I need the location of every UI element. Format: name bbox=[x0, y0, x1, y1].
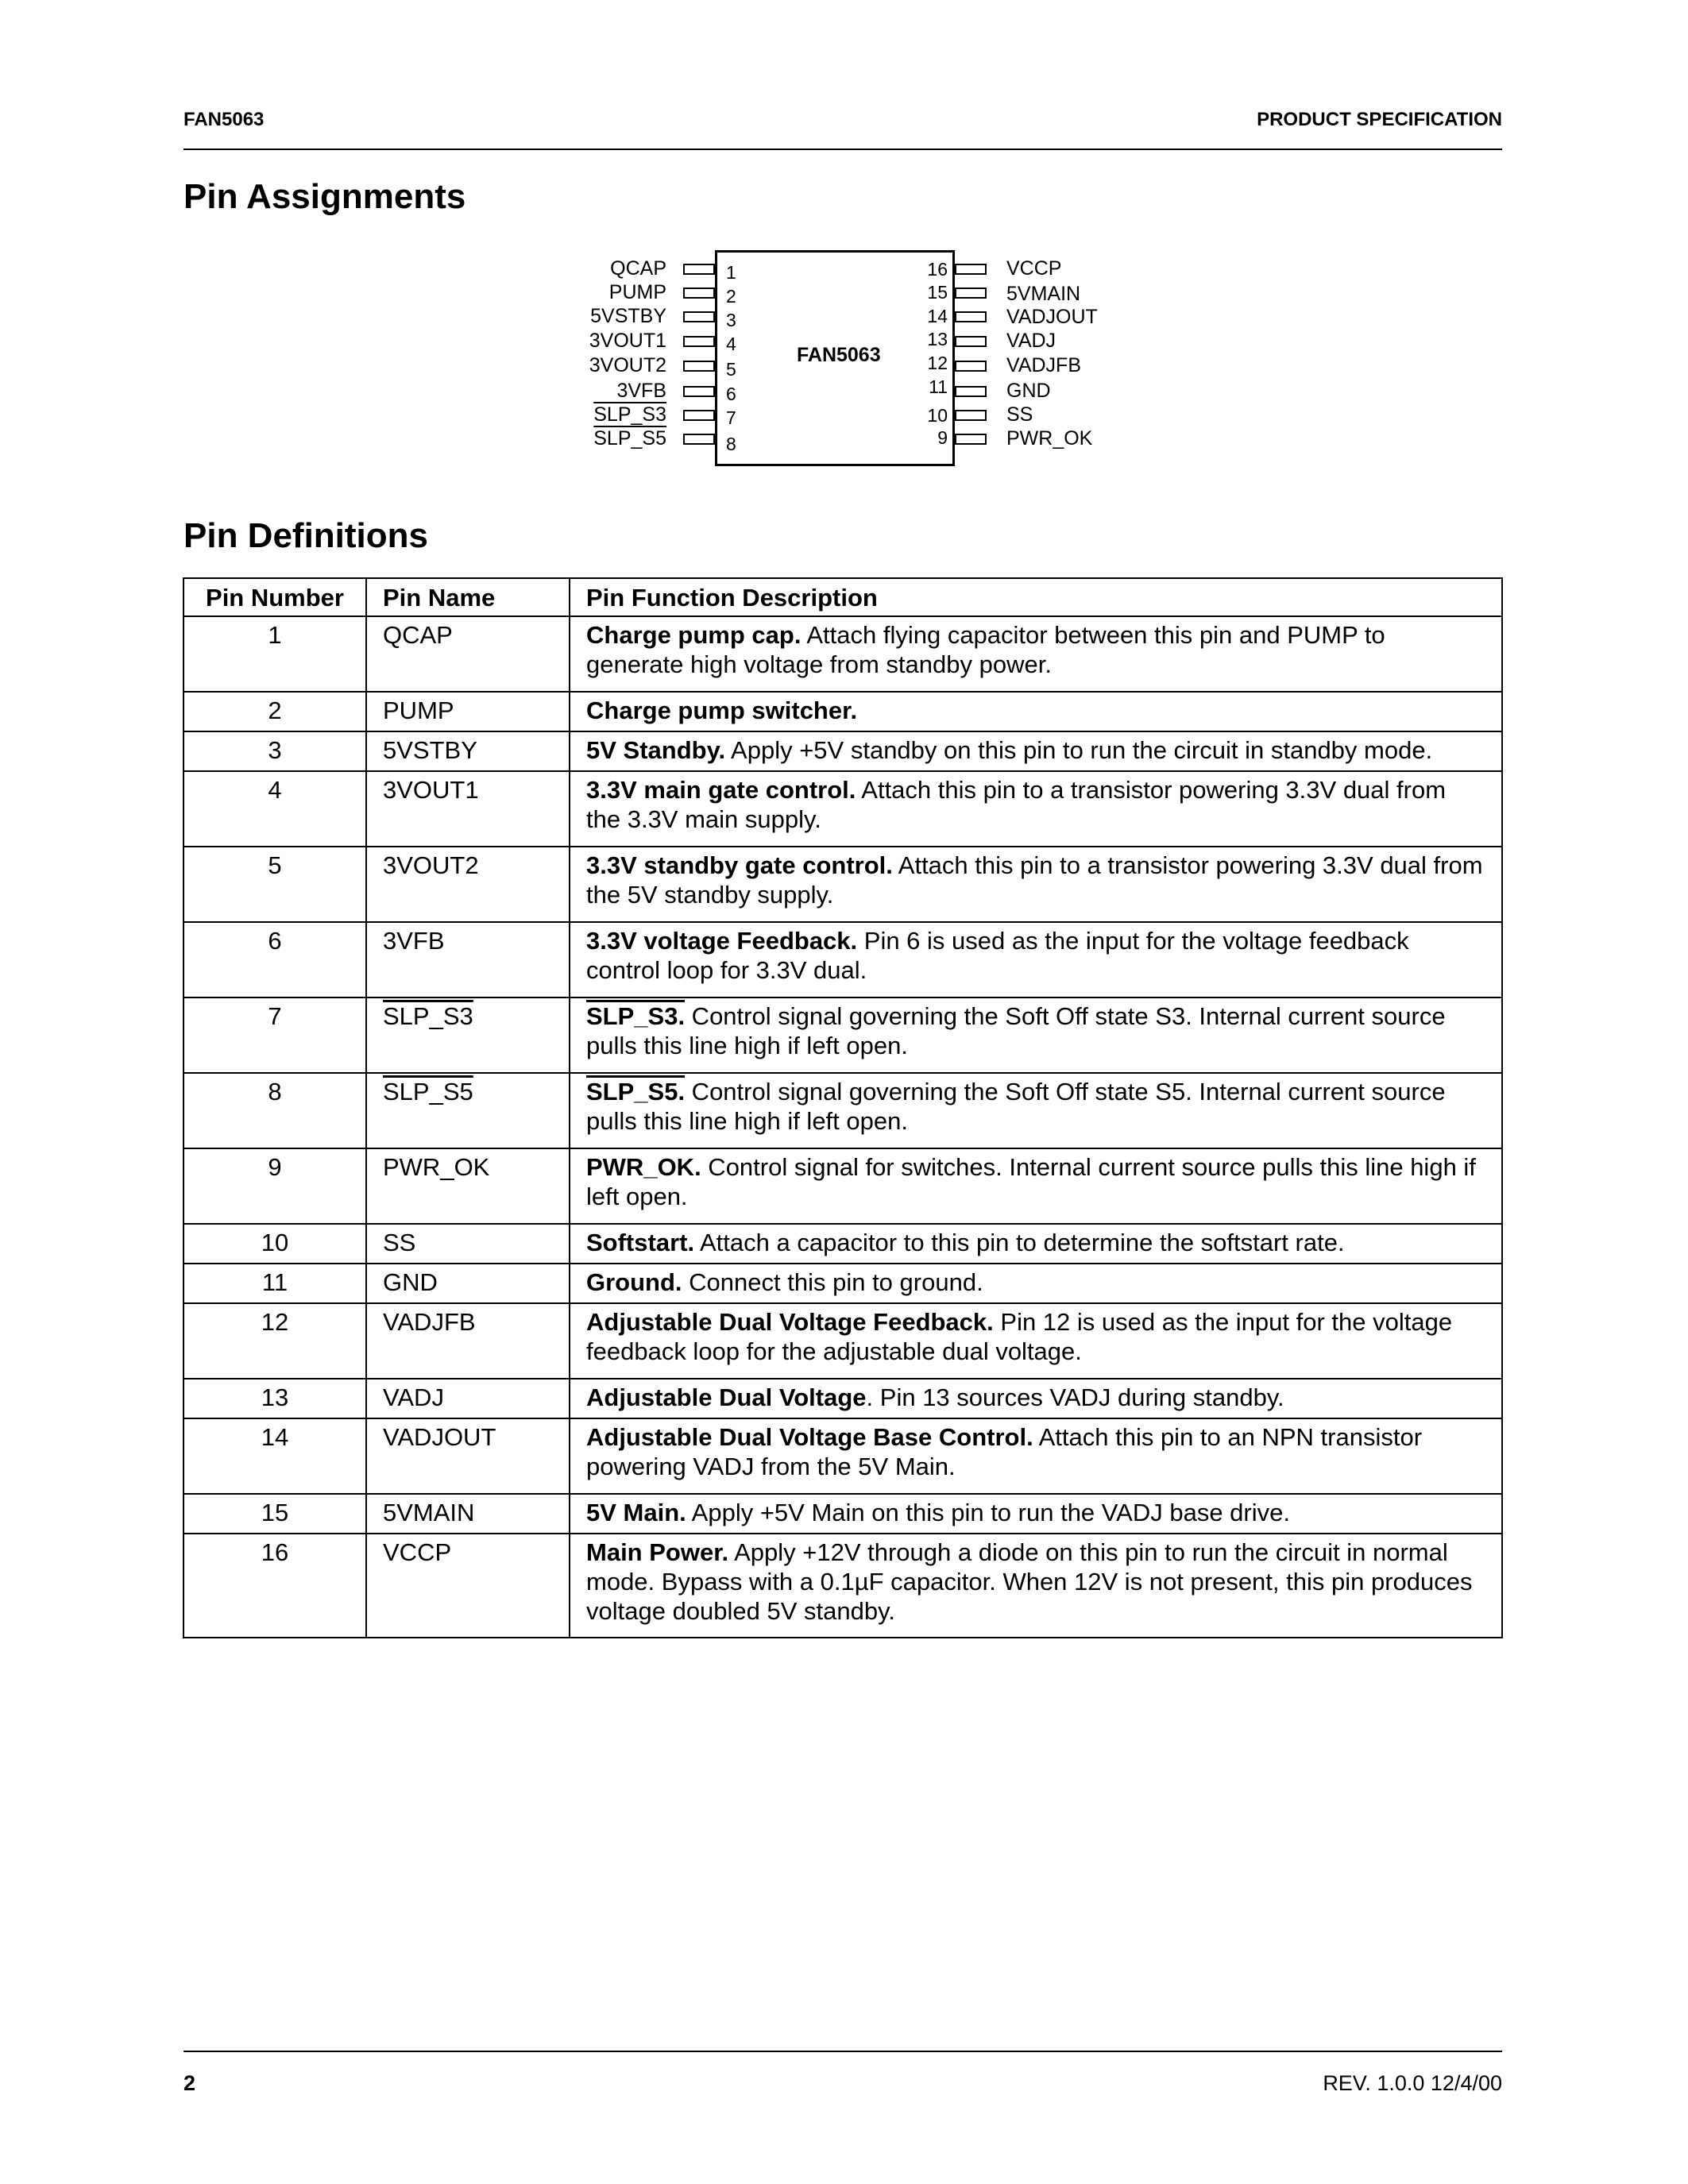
pin-name-cell: 3VFB bbox=[366, 922, 570, 997]
pin-description-cell bbox=[570, 1534, 1502, 1638]
pin-tab bbox=[955, 264, 987, 275]
pin-label-right: PWR_OK bbox=[1006, 427, 1093, 450]
pin-tab bbox=[683, 264, 715, 275]
pin-name-cell: GND bbox=[366, 1264, 570, 1303]
pin-tab bbox=[955, 311, 987, 322]
description-text: Attach this pin to a transistor powering 3.3V dual from the 5V standby supply. bbox=[586, 851, 1483, 909]
pin-number-right: 13 bbox=[927, 329, 948, 349]
pin-tab bbox=[955, 410, 987, 421]
pin-number-cell: 11 bbox=[183, 1264, 366, 1303]
header-doc-type: PRODUCT SPECIFICATION bbox=[1257, 109, 1502, 130]
pin-description-cell bbox=[570, 731, 1502, 771]
description-text: Control signal for switches. Internal current source pulls this line high if left open. bbox=[586, 1153, 1476, 1210]
pin-label-right: GND bbox=[1006, 380, 1051, 402]
header-rule bbox=[183, 149, 1502, 150]
pin-number-cell: 12 bbox=[183, 1303, 366, 1379]
pin-name-cell: VCCP bbox=[366, 1534, 570, 1638]
pin-tab bbox=[955, 287, 987, 299]
pin-tab bbox=[955, 361, 987, 372]
pin-name-cell: PUMP bbox=[366, 692, 570, 731]
column-header: Pin Name bbox=[366, 578, 570, 616]
pin-description-cell bbox=[570, 997, 1502, 1073]
pin-description-cell bbox=[570, 1148, 1502, 1224]
pin-name-cell: 3VOUT2 bbox=[366, 847, 570, 922]
pin-label-left: 3VOUT1 bbox=[589, 330, 666, 352]
pin-tab bbox=[683, 434, 715, 445]
pin-description-cell bbox=[570, 1264, 1502, 1303]
pin-tab bbox=[683, 386, 715, 397]
pin-description-cell bbox=[570, 1224, 1502, 1264]
pin-definitions-heading: Pin Definitions bbox=[183, 516, 428, 555]
pin-number-cell: 14 bbox=[183, 1418, 366, 1494]
table-row bbox=[183, 1494, 1502, 1534]
pin-number-left: 3 bbox=[726, 310, 736, 330]
header-part-number: FAN5063 bbox=[183, 109, 265, 130]
table-row bbox=[183, 1148, 1502, 1224]
pin-label-right: VADJFB bbox=[1006, 354, 1081, 376]
pin-number-left: 7 bbox=[726, 407, 736, 428]
table-row bbox=[183, 731, 1502, 771]
description-title: 3.3V standby gate control. bbox=[586, 851, 893, 879]
table-row bbox=[183, 1418, 1502, 1494]
description-text: Pin 6 is used as the input for the voltage feedback control loop for 3.3V dual. bbox=[586, 927, 1409, 984]
pin-number-cell: 15 bbox=[183, 1494, 366, 1534]
description-title: PWR_OK. bbox=[586, 1153, 701, 1181]
pin-number-right: 11 bbox=[929, 376, 948, 397]
pin-tab bbox=[955, 386, 987, 397]
pin-label-left: PUMP bbox=[608, 281, 666, 303]
table-row bbox=[183, 616, 1502, 692]
description-title: 3.3V voltage Feedback. bbox=[586, 927, 858, 955]
description-text: Pin 12 is used as the input for the voltage feedback loop for the adjustable dual voltage. bbox=[586, 1308, 1453, 1365]
table-row bbox=[183, 1303, 1502, 1379]
table-row bbox=[183, 771, 1502, 847]
table-row bbox=[183, 1379, 1502, 1418]
description-text: Attach a capacitor to this pin to determine the softstart rate. bbox=[694, 1229, 1345, 1256]
pin-number-left: 6 bbox=[726, 384, 736, 404]
ic-chip-name: FAN5063 bbox=[797, 344, 881, 366]
pin-tab bbox=[955, 336, 987, 347]
pin-definitions-table bbox=[183, 577, 1503, 1638]
table-row bbox=[183, 692, 1502, 731]
pin-number-cell: 2 bbox=[183, 692, 366, 731]
pin-number-cell: 3 bbox=[183, 731, 366, 771]
description-title: Main Power. bbox=[586, 1538, 729, 1566]
pin-tab bbox=[683, 336, 715, 347]
pin-tab bbox=[683, 311, 715, 322]
pin-description-cell bbox=[570, 1073, 1502, 1148]
pin-number-cell: 7 bbox=[183, 997, 366, 1073]
description-text: Control signal governing the Soft Off state S5. Internal current source pulls this line high if left open. bbox=[586, 1078, 1446, 1135]
pin-name-cell: QCAP bbox=[366, 616, 570, 692]
description-title: Charge pump switcher. bbox=[586, 696, 858, 724]
pin-number-cell: 5 bbox=[183, 847, 366, 922]
pin-number-left: 1 bbox=[726, 262, 736, 283]
table-row bbox=[183, 1224, 1502, 1264]
pin-description-cell bbox=[570, 616, 1502, 692]
pin-number-left: 8 bbox=[726, 434, 736, 454]
description-title: Adjustable Dual Voltage Feedback. bbox=[586, 1308, 994, 1336]
pin-number-cell: 13 bbox=[183, 1379, 366, 1418]
pin-label-left: 3VOUT2 bbox=[589, 354, 666, 376]
pin-number-cell: 8 bbox=[183, 1073, 366, 1148]
description-text: Apply +5V standby on this pin to run the circuit in standby mode. bbox=[725, 736, 1433, 764]
pin-description-cell bbox=[570, 847, 1502, 922]
description-text: Connect this pin to ground. bbox=[682, 1268, 983, 1296]
description-title: SLP_S5. bbox=[586, 1078, 686, 1106]
pin-number-left: 2 bbox=[726, 286, 736, 307]
pin-number-cell: 16 bbox=[183, 1534, 366, 1638]
pin-label-right: VADJ bbox=[1006, 330, 1056, 352]
description-title: Charge pump cap. bbox=[586, 621, 802, 649]
pin-name-cell: VADJOUT bbox=[366, 1418, 570, 1494]
pin-label-left: QCAP bbox=[610, 257, 666, 280]
table-header-row bbox=[183, 578, 1502, 616]
pin-description-cell bbox=[570, 1418, 1502, 1494]
description-title: SLP_S3. bbox=[586, 1002, 686, 1030]
pin-name-cell: SLP_S5 bbox=[366, 1073, 570, 1148]
pin-label-right: VADJOUT bbox=[1006, 306, 1098, 328]
table-row bbox=[183, 1534, 1502, 1638]
pin-tab bbox=[955, 434, 987, 445]
description-text: Attach this pin to a transistor powering 3.3V dual from the 3.3V main supply. bbox=[586, 776, 1447, 833]
pin-description-cell bbox=[570, 1379, 1502, 1418]
pin-name-cell: PWR_OK bbox=[366, 1148, 570, 1224]
pin-name-cell: VADJFB bbox=[366, 1303, 570, 1379]
pin-label-left: 3VFB bbox=[616, 380, 666, 402]
column-header: Pin Number bbox=[183, 578, 366, 616]
description-title: Adjustable Dual Voltage bbox=[586, 1383, 867, 1411]
pin-number-cell: 10 bbox=[183, 1224, 366, 1264]
description-title: Ground. bbox=[586, 1268, 682, 1296]
pin-label-right: VCCP bbox=[1006, 257, 1062, 280]
description-title: 3.3V main gate control. bbox=[586, 776, 856, 804]
pin-description-cell bbox=[570, 1303, 1502, 1379]
table-row bbox=[183, 922, 1502, 997]
description-text: Attach flying capacitor between this pin and PUMP to generate high voltage from standby power. bbox=[586, 621, 1385, 678]
description-title: 5V Main. bbox=[586, 1499, 686, 1526]
pin-number-left: 5 bbox=[726, 359, 736, 380]
description-text: Apply +5V Main on this pin to run the VADJ base drive. bbox=[686, 1499, 1290, 1526]
pin-label-left: SLP_S5 bbox=[593, 427, 666, 450]
pin-number-left: 4 bbox=[726, 334, 736, 354]
description-title: Softstart. bbox=[586, 1229, 695, 1256]
description-text: Apply +12V through a diode on this pin to run the circuit in normal mode. Bypass with a 0.1µF capacitor. When 12V is not present, this pin produces voltage doubled 5V standby. bbox=[586, 1538, 1473, 1625]
pin-label-right: 5VMAIN bbox=[1006, 283, 1081, 305]
pin-assignments-heading: Pin Assignments bbox=[183, 177, 466, 216]
pin-tab bbox=[683, 410, 715, 421]
pin-label-right: SS bbox=[1006, 403, 1033, 426]
pin-description-cell bbox=[570, 1494, 1502, 1534]
pin-tab bbox=[683, 361, 715, 372]
pin-description-cell bbox=[570, 771, 1502, 847]
description-text: Control signal governing the Soft Off state S3. Internal current source pulls this line high if left open. bbox=[586, 1002, 1446, 1059]
pin-number-right: 10 bbox=[927, 405, 948, 426]
pin-number-right: 16 bbox=[927, 259, 948, 280]
pin-name-cell: 5VSTBY bbox=[366, 731, 570, 771]
pin-description-cell bbox=[570, 692, 1502, 731]
pin-number-right: 12 bbox=[927, 353, 948, 373]
footer-rule bbox=[183, 2051, 1502, 2052]
pin-number-cell: 4 bbox=[183, 771, 366, 847]
pin-name-cell: 3VOUT1 bbox=[366, 771, 570, 847]
pin-tab bbox=[683, 287, 715, 299]
description-text: . Pin 13 sources VADJ during standby. bbox=[866, 1383, 1284, 1411]
description-title: Adjustable Dual Voltage Base Control. bbox=[586, 1423, 1033, 1451]
description-text: Attach this pin to an NPN transistor powering VADJ from the 5V Main. bbox=[586, 1423, 1423, 1480]
pin-name-cell: SS bbox=[366, 1224, 570, 1264]
pin-name-cell: 5VMAIN bbox=[366, 1494, 570, 1534]
pin-label-left: 5VSTBY bbox=[590, 305, 666, 327]
revision-label: REV. 1.0.0 12/4/00 bbox=[1323, 2071, 1502, 2095]
pin-name-cell: SLP_S3 bbox=[366, 997, 570, 1073]
pin-number-right: 15 bbox=[927, 282, 948, 303]
pin-description-cell bbox=[570, 922, 1502, 997]
pin-name-cell: VADJ bbox=[366, 1379, 570, 1418]
page-number: 2 bbox=[183, 2071, 196, 2095]
table-row bbox=[183, 1073, 1502, 1148]
table-row bbox=[183, 997, 1502, 1073]
pin-number-right: 9 bbox=[937, 427, 948, 448]
description-title: 5V Standby. bbox=[586, 736, 726, 764]
pin-label-left: SLP_S3 bbox=[593, 403, 666, 426]
column-header: Pin Function Description bbox=[570, 578, 1502, 616]
table-row bbox=[183, 847, 1502, 922]
pin-number-cell: 6 bbox=[183, 922, 366, 997]
pin-number-cell: 1 bbox=[183, 616, 366, 692]
pin-number-right: 14 bbox=[927, 306, 948, 326]
table-row bbox=[183, 1264, 1502, 1303]
pin-number-cell: 9 bbox=[183, 1148, 366, 1224]
